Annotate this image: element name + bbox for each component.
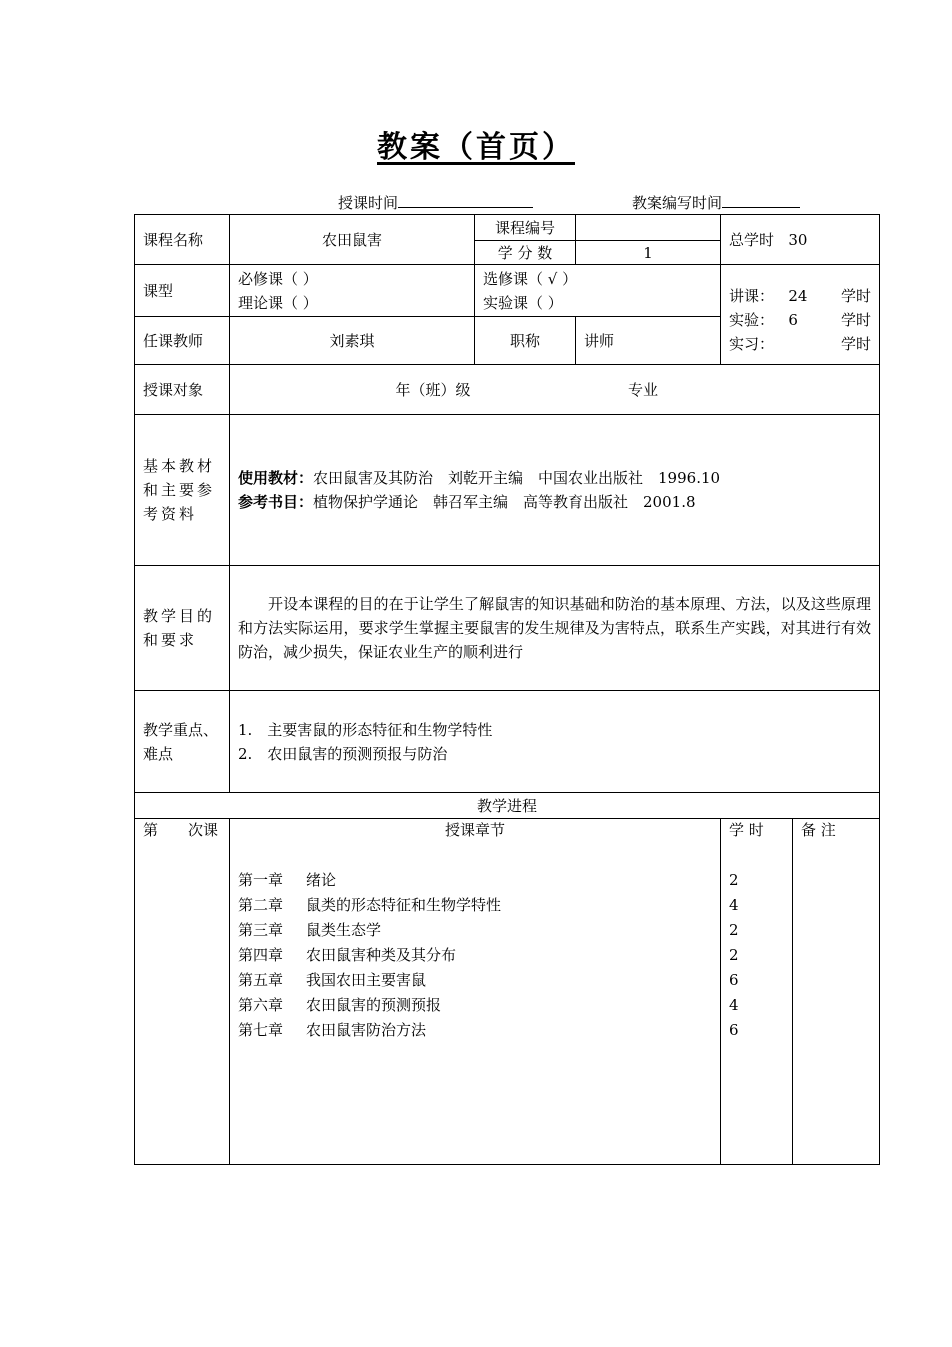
list-item: 第六章 农田鼠害的预测预报 — [238, 996, 442, 1014]
practice-unit: 学时 — [841, 335, 872, 353]
total-hours-label: 总学时 — [729, 230, 775, 249]
keypoints-label: 教学重点、难点 — [135, 691, 230, 793]
type-lab: 实验课（ ） — [483, 293, 563, 312]
course-type-left — [230, 265, 475, 317]
textbook-value: 农田鼠害及其防治 刘乾开主编 中国农业出版社 1996.10 — [313, 469, 721, 487]
chapter-hours: 6 — [729, 971, 739, 989]
lecture-value: 24 — [788, 287, 808, 305]
materials-label: 基本教材和主要参考资料 — [135, 415, 230, 566]
keypoints-list — [230, 691, 880, 793]
audience-value — [230, 365, 880, 415]
chapter-hours: 2 — [729, 946, 739, 964]
plan-time-line — [722, 193, 800, 208]
teacher-name: 刘素琪 — [230, 317, 475, 365]
progress-label: 教学进程 — [135, 793, 880, 819]
practice-label: 实习： — [729, 335, 775, 353]
goals-label: 教学目的和要求 — [135, 566, 230, 691]
list-item: 第五章 我国农田主要害鼠 — [238, 971, 427, 989]
type-theory: 理论课（ ） — [238, 293, 318, 312]
materials-value — [230, 415, 880, 566]
total-hours — [721, 215, 880, 265]
course-type-right — [475, 265, 721, 317]
teacher-label: 任课教师 — [135, 317, 230, 365]
credit-label: 学 分 数 — [475, 241, 576, 265]
course-code-label: 课程编号 — [475, 215, 576, 241]
lab-unit: 学时 — [841, 311, 872, 329]
course-type-label: 课型 — [135, 265, 230, 317]
list-item: 第四章 农田鼠害种类及其分布 — [238, 946, 457, 964]
chapter-hours: 4 — [729, 996, 739, 1014]
plan-time-field — [632, 192, 800, 213]
col-hours: 学 时 — [729, 821, 764, 839]
col-notes: 备 注 — [793, 819, 880, 1165]
course-name: 农田鼠害 — [230, 215, 475, 265]
lecture-label: 讲课： — [729, 287, 775, 305]
list-item: 第二章 鼠类的形态特征和生物学特性 — [238, 896, 502, 914]
reference-label: 参考书目： — [238, 493, 314, 511]
list-item: 第一章 绪论 — [238, 871, 337, 889]
goals-text: 开设本课程的目的在于让学生了解鼠害的知识基础和防治的基本原理、方法，以及这些原理和方法实际运用，要求学生掌握主要鼠害的发生规律及为害特点，联系生产实践，对其进行有效防治，减少损失，保证农业生产的顺利进行 — [230, 566, 880, 691]
teacher-title: 讲师 — [576, 317, 721, 365]
list-item: 第七章 农田鼠害防治方法 — [238, 1021, 427, 1039]
chapter-cell — [230, 819, 721, 1165]
page-title: 教案（首页） — [377, 130, 575, 165]
lesson-plan-table — [134, 214, 880, 1165]
chapter-hours: 2 — [729, 921, 739, 939]
audience-grade: 年（班）级 — [395, 380, 471, 399]
audience-label: 授课对象 — [135, 365, 230, 415]
keypoint-item: 2. 农田鼠害的预测预报与防治 — [238, 744, 448, 763]
col-chapter: 授课章节 — [444, 821, 505, 839]
col-session: 第 次课 — [135, 819, 230, 1165]
chapter-hours: 4 — [729, 896, 739, 914]
course-name-label: 课程名称 — [135, 215, 230, 265]
total-hours-value: 30 — [788, 230, 808, 249]
lab-value: 6 — [788, 311, 798, 329]
textbook-line — [238, 466, 871, 490]
audience-major: 专业 — [628, 380, 659, 399]
practice-hours-row — [729, 332, 871, 356]
type-elective: 选修课（ √ ） — [483, 269, 578, 288]
credit-value: 1 — [576, 241, 721, 265]
plan-time-label: 教案编写时间 — [632, 194, 723, 212]
teach-time-field — [338, 192, 533, 213]
lecture-unit: 学时 — [841, 287, 872, 305]
type-required: 必修课（ ） — [238, 269, 318, 288]
lab-hours-row — [729, 308, 871, 332]
hours-cell — [721, 819, 793, 1165]
reference-line — [238, 490, 871, 514]
textbook-label: 使用教材： — [238, 469, 314, 487]
reference-value: 植物保护学通论 韩召军主编 高等教育出版社 2001.8 — [313, 493, 696, 511]
teach-time-label: 授课时间 — [338, 194, 399, 212]
chapter-hours: 6 — [729, 1021, 739, 1039]
chapter-hours: 2 — [729, 871, 739, 889]
teach-time-line — [398, 193, 533, 208]
list-item: 第三章 鼠类生态学 — [238, 921, 382, 939]
course-code — [576, 215, 721, 241]
keypoint-item: 1. 主要害鼠的形态特征和生物学特性 — [238, 720, 493, 739]
lecture-hours-row — [729, 284, 871, 308]
hours-breakdown — [721, 265, 880, 365]
teacher-title-label: 职称 — [475, 317, 576, 365]
lab-label: 实验： — [729, 311, 775, 329]
